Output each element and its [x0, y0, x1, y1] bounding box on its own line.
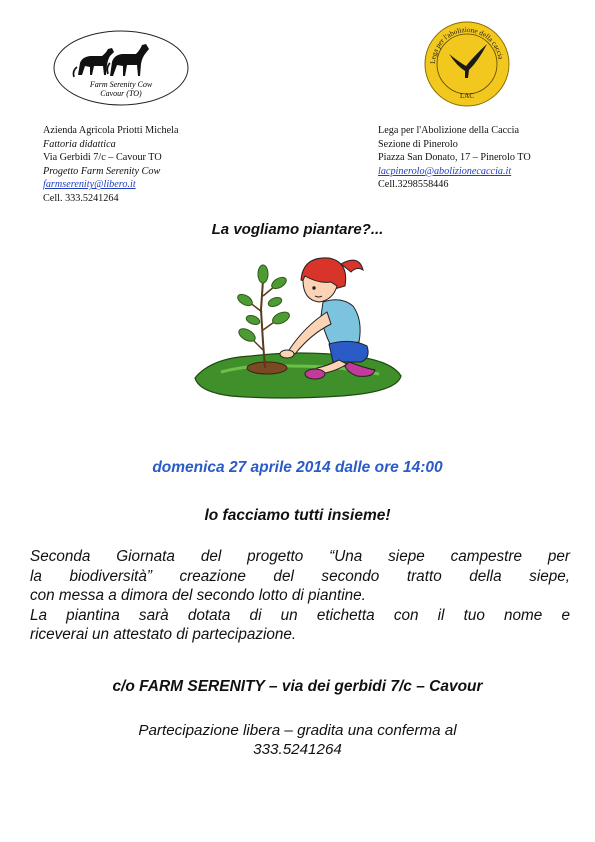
- description-line-4: La piantina sarà dotata di un etichetta con il tuo nome e: [30, 606, 570, 624]
- event-date: domenica 27 aprile 2014 dalle ore 14:00: [152, 459, 443, 476]
- headline-question: La vogliamo piantare?...: [211, 221, 384, 238]
- lac-section: Sezione di Pinerolo: [378, 138, 458, 150]
- farm-logo-line2: Cavour (TO): [100, 89, 142, 98]
- description-line-3: con messa a dimora del secondo lotto di piantine.: [30, 587, 366, 604]
- lac-name: Lega per l'Abolizione della Caccia: [378, 125, 519, 136]
- farm-logo-line1: Farm Serenity Cow: [89, 80, 153, 89]
- horses-icon: [73, 44, 149, 77]
- farm-subtitle: Fattoria didattica: [43, 138, 116, 150]
- farm-project: Progetto Farm Serenity Cow: [43, 165, 161, 177]
- together-line: lo facciamo tutti insieme!: [204, 507, 391, 524]
- participation-line-1: Partecipazione libera – gradita una conferma al: [138, 722, 457, 739]
- lac-phone: Cell.3298558446: [378, 179, 449, 191]
- description-line-5: riceverai un attestato di partecipazione.: [30, 626, 297, 643]
- lac-contact-block: [378, 124, 531, 192]
- farm-name: Azienda Agricola Priotti Michela: [43, 125, 179, 136]
- lac-email-link[interactable]: lacpinerolo@abolizionecaccia.it: [378, 165, 512, 177]
- farm-address: Via Gerbidi 7/c – Cavour TO: [43, 152, 162, 164]
- participation-phone: 333.5241264: [253, 741, 342, 758]
- farm-contact-block: [43, 124, 179, 206]
- description-line-1: Seconda Giornata del progetto “Una siepe campestre per: [30, 548, 570, 565]
- farm-serenity-logo: [52, 29, 190, 107]
- girl-planting-illustration: [191, 250, 405, 402]
- lac-logo: [419, 18, 515, 108]
- farm-email-link[interactable]: farmserenity@libero.it: [43, 179, 136, 191]
- lac-abbr: LAC: [460, 92, 474, 100]
- farm-phone: Cell. 333.5241264: [43, 192, 119, 204]
- event-address: c/o FARM SERENITY – via dei gerbidi 7/c – Cavour: [112, 678, 483, 695]
- description-line-2: la biodiversità” creazione del secondo tratto della siepe,: [30, 567, 570, 585]
- lac-ring-text: Lega per l'abolizione della caccia: [428, 25, 505, 65]
- event-description: [30, 547, 570, 645]
- lac-address: Piazza San Donato, 17 – Pinerolo TO: [378, 152, 531, 164]
- participation-note: [0, 721, 595, 759]
